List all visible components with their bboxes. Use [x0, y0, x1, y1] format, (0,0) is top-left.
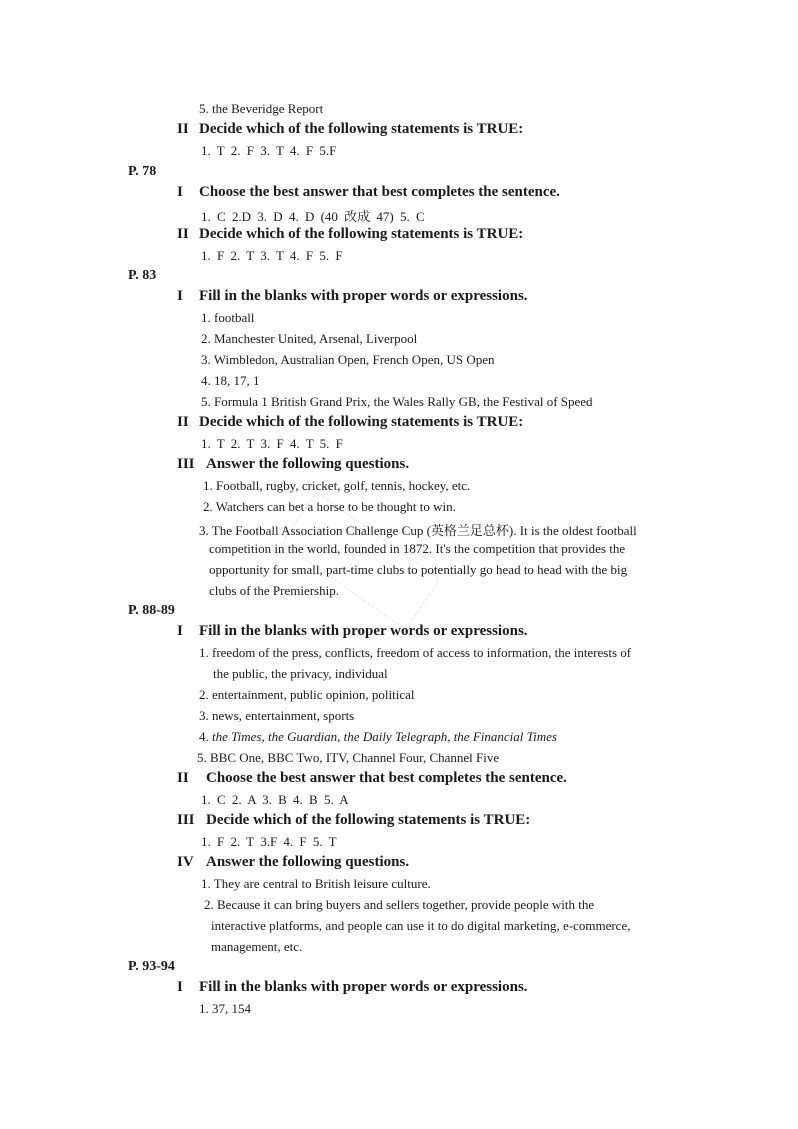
section-heading: I Fill in the blanks with proper words or expressions. [177, 623, 528, 639]
section-heading: II Decide which of the following statements is TRUE: [177, 121, 524, 137]
answer-line: 5. BBC One, BBC Two, ITV, Channel Four, Channel Five [197, 750, 500, 765]
answer-line: 4. 18, 17, 1 [201, 373, 260, 388]
answer-line: interactive platforms, and people can use it to do digital marketing, e-commerce, [211, 918, 631, 933]
answer-line: 2. entertainment, public opinion, political [199, 687, 415, 702]
answer-line: 1. football [201, 310, 255, 325]
answer-line: 1. C 2. A 3. B 4. B 5. A [201, 792, 349, 807]
page-number-heading: P. 83 [128, 268, 157, 283]
answer-line: 5. Formula 1 British Grand Prix, the Wales Rally GB, the Festival of Speed [201, 394, 593, 409]
answer-line: the public, the privacy, individual [213, 666, 388, 681]
answer-line: 2. Manchester United, Arsenal, Liverpool [201, 331, 418, 346]
answer-line: 2. Because it can bring buyers and sellers together, provide people with the [204, 897, 595, 912]
answer-line: 5. the Beveridge Report [199, 101, 324, 116]
page-number-heading: P. 93-94 [128, 959, 175, 974]
answer-line: 1. They are central to British leisure culture. [201, 876, 431, 891]
answer-line: 3. The Football Association Challenge Cup (英格兰足总杯). It is the oldest football [199, 523, 637, 538]
page-number-heading: P. 78 [128, 164, 157, 179]
section-heading: III Answer the following questions. [177, 456, 410, 472]
section-heading: I Fill in the blanks with proper words or expressions. [177, 979, 528, 995]
section-heading: IV Answer the following questions. [177, 854, 410, 870]
answer-line: 2. Watchers can bet a horse to be thought to win. [203, 499, 456, 514]
page-number-heading: P. 88-89 [128, 603, 175, 618]
answer-line: competition in the world, founded in 1872. It's the competition that provides the [209, 541, 626, 556]
answer-line: 1. C 2.D 3. D 4. D (40 改成 47) 5. C [201, 209, 425, 224]
section-heading: I Fill in the blanks with proper words or expressions. [177, 288, 528, 304]
section-heading: I Choose the best answer that best completes the sentence. [177, 184, 560, 200]
answer-line: 1. freedom of the press, conflicts, freedom of access to information, the interests of [199, 645, 632, 660]
answer-line: 3. Wimbledon, Australian Open, French Open, US Open [201, 352, 495, 367]
section-heading: II Decide which of the following statements is TRUE: [177, 226, 524, 242]
answer-line: management, etc. [211, 939, 303, 954]
section-heading: II Decide which of the following statements is TRUE: [177, 414, 524, 430]
answer-line: clubs of the Premiership. [209, 583, 339, 598]
answer-line: 3. news, entertainment, sports [199, 708, 355, 723]
section-heading: II Choose the best answer that best completes the sentence. [177, 770, 567, 786]
answer-line: 1. F 2. T 3.F 4. F 5. T [201, 834, 337, 849]
answer-line: 1. F 2. T 3. T 4. F 5. F [201, 248, 343, 263]
answer-line: opportunity for small, part-time clubs to potentially go head to head with the big [209, 562, 628, 577]
answer-line: 1. T 2. T 3. F 4. T 5. F [201, 436, 343, 451]
answer-line: 4. the Times, the Guardian, the Daily Telegraph, the Financial Times [199, 729, 557, 744]
section-heading: III Decide which of the following statements is TRUE: [177, 812, 531, 828]
answer-line: 1. Football, rugby, cricket, golf, tennis, hockey, etc. [203, 478, 471, 493]
answer-line: 1. 37, 154 [199, 1001, 251, 1016]
answer-line: 1. T 2. F 3. T 4. F 5.F [201, 143, 337, 158]
